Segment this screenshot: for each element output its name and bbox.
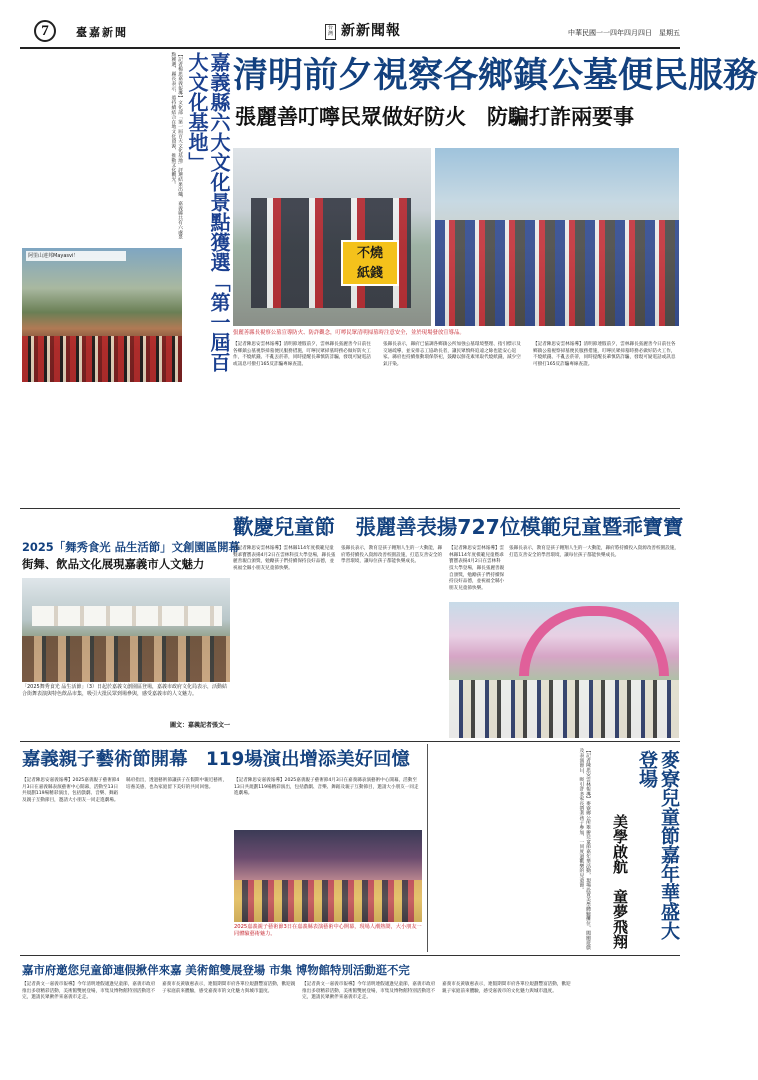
story-3	[22, 538, 240, 736]
story-1	[233, 52, 758, 507]
story-4-headline: 歡慶兒童節 張麗善表揚727位模範兒童暨乖寶寶	[233, 515, 684, 539]
story-4-photo	[449, 602, 679, 738]
story-5-body-1: 【記者陳思安嘉義報導】2025嘉義親子藝術節4月3日在嘉義縣表演藝術中心開幕，活動至13日共規劃119場精彩演出，包括戲劇、音樂、舞蹈及親子互動節目，邀請大小朋友一同走進劇場。	[22, 778, 120, 803]
story-4-body-3: 【記者陳思安雲林報導】雲林縣114年度模範兒童暨乖寶寶表揚4月2日在雲林科技大學登場，縣長張麗善親自頒獎，勉勵孩子們持續保持良好品德，並祝福全縣小朋友兒童節快樂。	[449, 546, 505, 591]
story-2-photo-caption: 阿里山達邦Mayasvi！	[26, 251, 126, 261]
story-4	[233, 512, 684, 740]
story-6-body: 【記者陳思安雲林報導】麥寮鄉公所舉辦兒童節嘉年華活動，現場設置美學體驗攤位、闖關遊戲及表演節目，吸引許多家長帶著孩子參加，一同度過歡樂的兒童節。	[578, 748, 590, 950]
story-2-headline: 嘉義縣六大文化景點獲選「第一屆百大文化基地」	[185, 52, 231, 372]
story-2-text	[22, 52, 182, 242]
photo-tents	[32, 606, 222, 626]
story-7-body-4: 嘉義市長黃敏惠表示，連假期間市府各單位規劃豐富活動，歡迎親子家庭前來體驗，感受嘉義市的文化魅力與城市溫度。	[442, 982, 571, 994]
photo-group	[435, 220, 679, 326]
story-5-body-3: 【記者陳思安嘉義報導】2025嘉義親子藝術節4月3日在嘉義縣表演藝術中心開幕，活動至13日共規劃119場精彩演出，包括戲劇、音樂、舞蹈及親子互動節目，邀請大小朋友一同走進劇場。	[234, 778, 419, 797]
masthead-logo-icon: 台灣	[325, 24, 336, 40]
story-7-body-1: 【記者黃文一嘉義市報導】今年清明連假適逢兒童節，嘉義市政府推出多項精彩活動，美術館雙展登場，市集及博物館特別活動逛不完，邀請民眾揪伴來嘉義市走走。	[22, 982, 156, 1001]
divider-vertical	[427, 744, 428, 952]
photo-children	[449, 680, 679, 738]
story-7-body-2: 嘉義市長黃敏惠表示，連假期間市府各單位規劃豐富活動，歡迎親子家庭前來體驗，感受嘉義市的文化魅力與城市溫度。	[162, 982, 296, 994]
story-5-photo	[234, 830, 422, 922]
page-number-circle	[34, 20, 56, 42]
story-1-body-1: 【記者陳思安雲林報導】清明節連假前夕，雲林縣長張麗善今日前往各鄉鎮公墓視察掃墓便民服務措施，叮嚀民眾掃墓時務必做好防火工作，不燒紙錢、不亂丟菸蒂，同時提醒長輩慎防詐騙，發現可疑電話或訊息可撥打165反詐騙專線查證。	[233, 342, 371, 367]
issue-date: 中華民國一一四年四月四日 星期五	[568, 29, 680, 37]
masthead-title: 新新聞報	[341, 23, 402, 39]
divider-1	[20, 508, 680, 509]
story-7-body-3: 【記者黃文一嘉義市報導】今年清明連假適逢兒童節，嘉義市政府推出多項精彩活動，美術館雙展登場，市集及博物館特別活動逛不完，邀請民眾揪伴來嘉義市走走。	[302, 982, 436, 1001]
story-1-subhead: 張麗善叮嚀民眾做好防火 防騙打詐兩要事	[235, 105, 634, 129]
story-1-body-3: 【記者陳思安雲林報導】清明節連假前夕，雲林縣長張麗善今日前往各鄉鎮公墓視察掃墓便民服務措施，叮嚀民眾掃墓時務必做好防火工作，不燒紙錢、不亂丟菸蒂，同時提醒長輩慎防詐騙，發現可疑電話或訊息可撥打165反詐騙專線查證。	[533, 342, 676, 367]
story-4-body-1: 【記者陳思安雲林報導】雲林縣114年度模範兒童暨乖寶寶表揚4月2日在雲林科技大學登場，縣長張麗善親自頒獎，勉勵孩子們持續保持良好品德，並祝福全縣小朋友兒童節快樂。	[233, 546, 336, 571]
story-3-photo-caption: 「2025舞秀食光 品生活節」（3）日起於嘉義文創園區登場，嘉義市政府文化局表示，活動結合街舞表演與特色飲品市集，吸引大批民眾到場參與，感受嘉義市的人文魅力。	[22, 684, 227, 697]
page-number: 7	[41, 23, 49, 39]
story-3-headline: 2025「舞秀食光 品生活節」文創園區開幕	[22, 540, 240, 554]
section-name: 臺嘉新聞	[76, 26, 128, 39]
story-4-body-2: 張縣長表示，教育是孩子翱翔人生的一大動能，縣府將持續投入資源改善校園設施，打造友善安全的學習環境，讓每位孩子都能快樂成長。	[341, 546, 443, 565]
story-1-photo-right	[435, 148, 679, 326]
story-3-subhead: 街舞、飲品文化展現嘉義市人文魅力	[22, 557, 205, 571]
story-1-body-2: 張縣長表示，縣府已協調各鄉鎮公所加強公墓環境整理、指引標示及交通疏導，並安排志工協助長者，讓民眾慎終追遠之餘也能安心返家。縣府也持續推動環保祭祀，鼓勵以鮮花素果取代燒紙錢，減少空氣汙染。	[383, 342, 521, 367]
story-2-body: 【記者楊思嘉義報導】文化部「第一屆百大文化基地」評選結果出爐，嘉義縣共有六處景點獲選，縣長表示，將持續結合在地文化資源，推動文化觀光。	[170, 52, 182, 240]
story-4-body-4: 張縣長表示，教育是孩子翱翔人生的一大動能，縣府將持續投入資源改善校園設施，打造友善安全的學習環境，讓每位孩子都能快樂成長。	[509, 546, 679, 558]
story-5-headline: 嘉義親子藝術節開幕 119場演出增添美好回憶	[22, 749, 410, 770]
story-6-headline: 麥寮兒童節嘉年華盛大登場	[636, 750, 680, 940]
photo-stage	[234, 880, 422, 922]
story-2-photo	[22, 248, 182, 382]
story-6-subhead: 美學啟航 童夢飛翔	[611, 814, 629, 949]
story-1-photo-left	[233, 148, 431, 326]
story-1-headline: 清明前夕視察各鄉鎮公墓便民服務	[233, 56, 758, 96]
photo-stalls	[22, 636, 230, 682]
header-rule	[20, 47, 680, 49]
masthead	[308, 20, 418, 44]
story-6	[432, 744, 680, 954]
story-5	[22, 744, 422, 952]
story-1-photo-sign: 不燒 紙錢	[341, 240, 399, 286]
divider-3	[20, 955, 680, 956]
story-5-body-2: 縣府指出，透過藝術節讓孩子在假期中親近藝術，培養美感，也為家庭留下美好的共同回憶。	[126, 778, 228, 790]
story-7-headline: 嘉市府邀您兒童節連假揪伴來嘉 美術館雙展登場 市集 博物館特別活動逛不完	[22, 963, 410, 977]
story-2	[22, 52, 230, 390]
story-5-photo-caption: 2025嘉義親子藝術節3日在嘉義縣表演藝術中心開幕，現場人潮熱鬧，大小朋友一同體驗藝術魅力。	[234, 924, 422, 937]
story-3-photo-credit: 圖文：嘉義記者張文一	[169, 722, 230, 729]
photo-arch	[519, 606, 669, 676]
story-3-photo	[22, 578, 230, 682]
divider-2	[20, 741, 680, 742]
story-7	[22, 958, 680, 1070]
story-1-photo-caption: 張麗善縣長視察公墓宣導防火、防詐觀念，叮嚀民眾清明掃墓時注意安全，並於現場發放宣導品。	[233, 330, 465, 336]
photo-crowd	[22, 336, 182, 382]
page-header	[20, 18, 680, 48]
